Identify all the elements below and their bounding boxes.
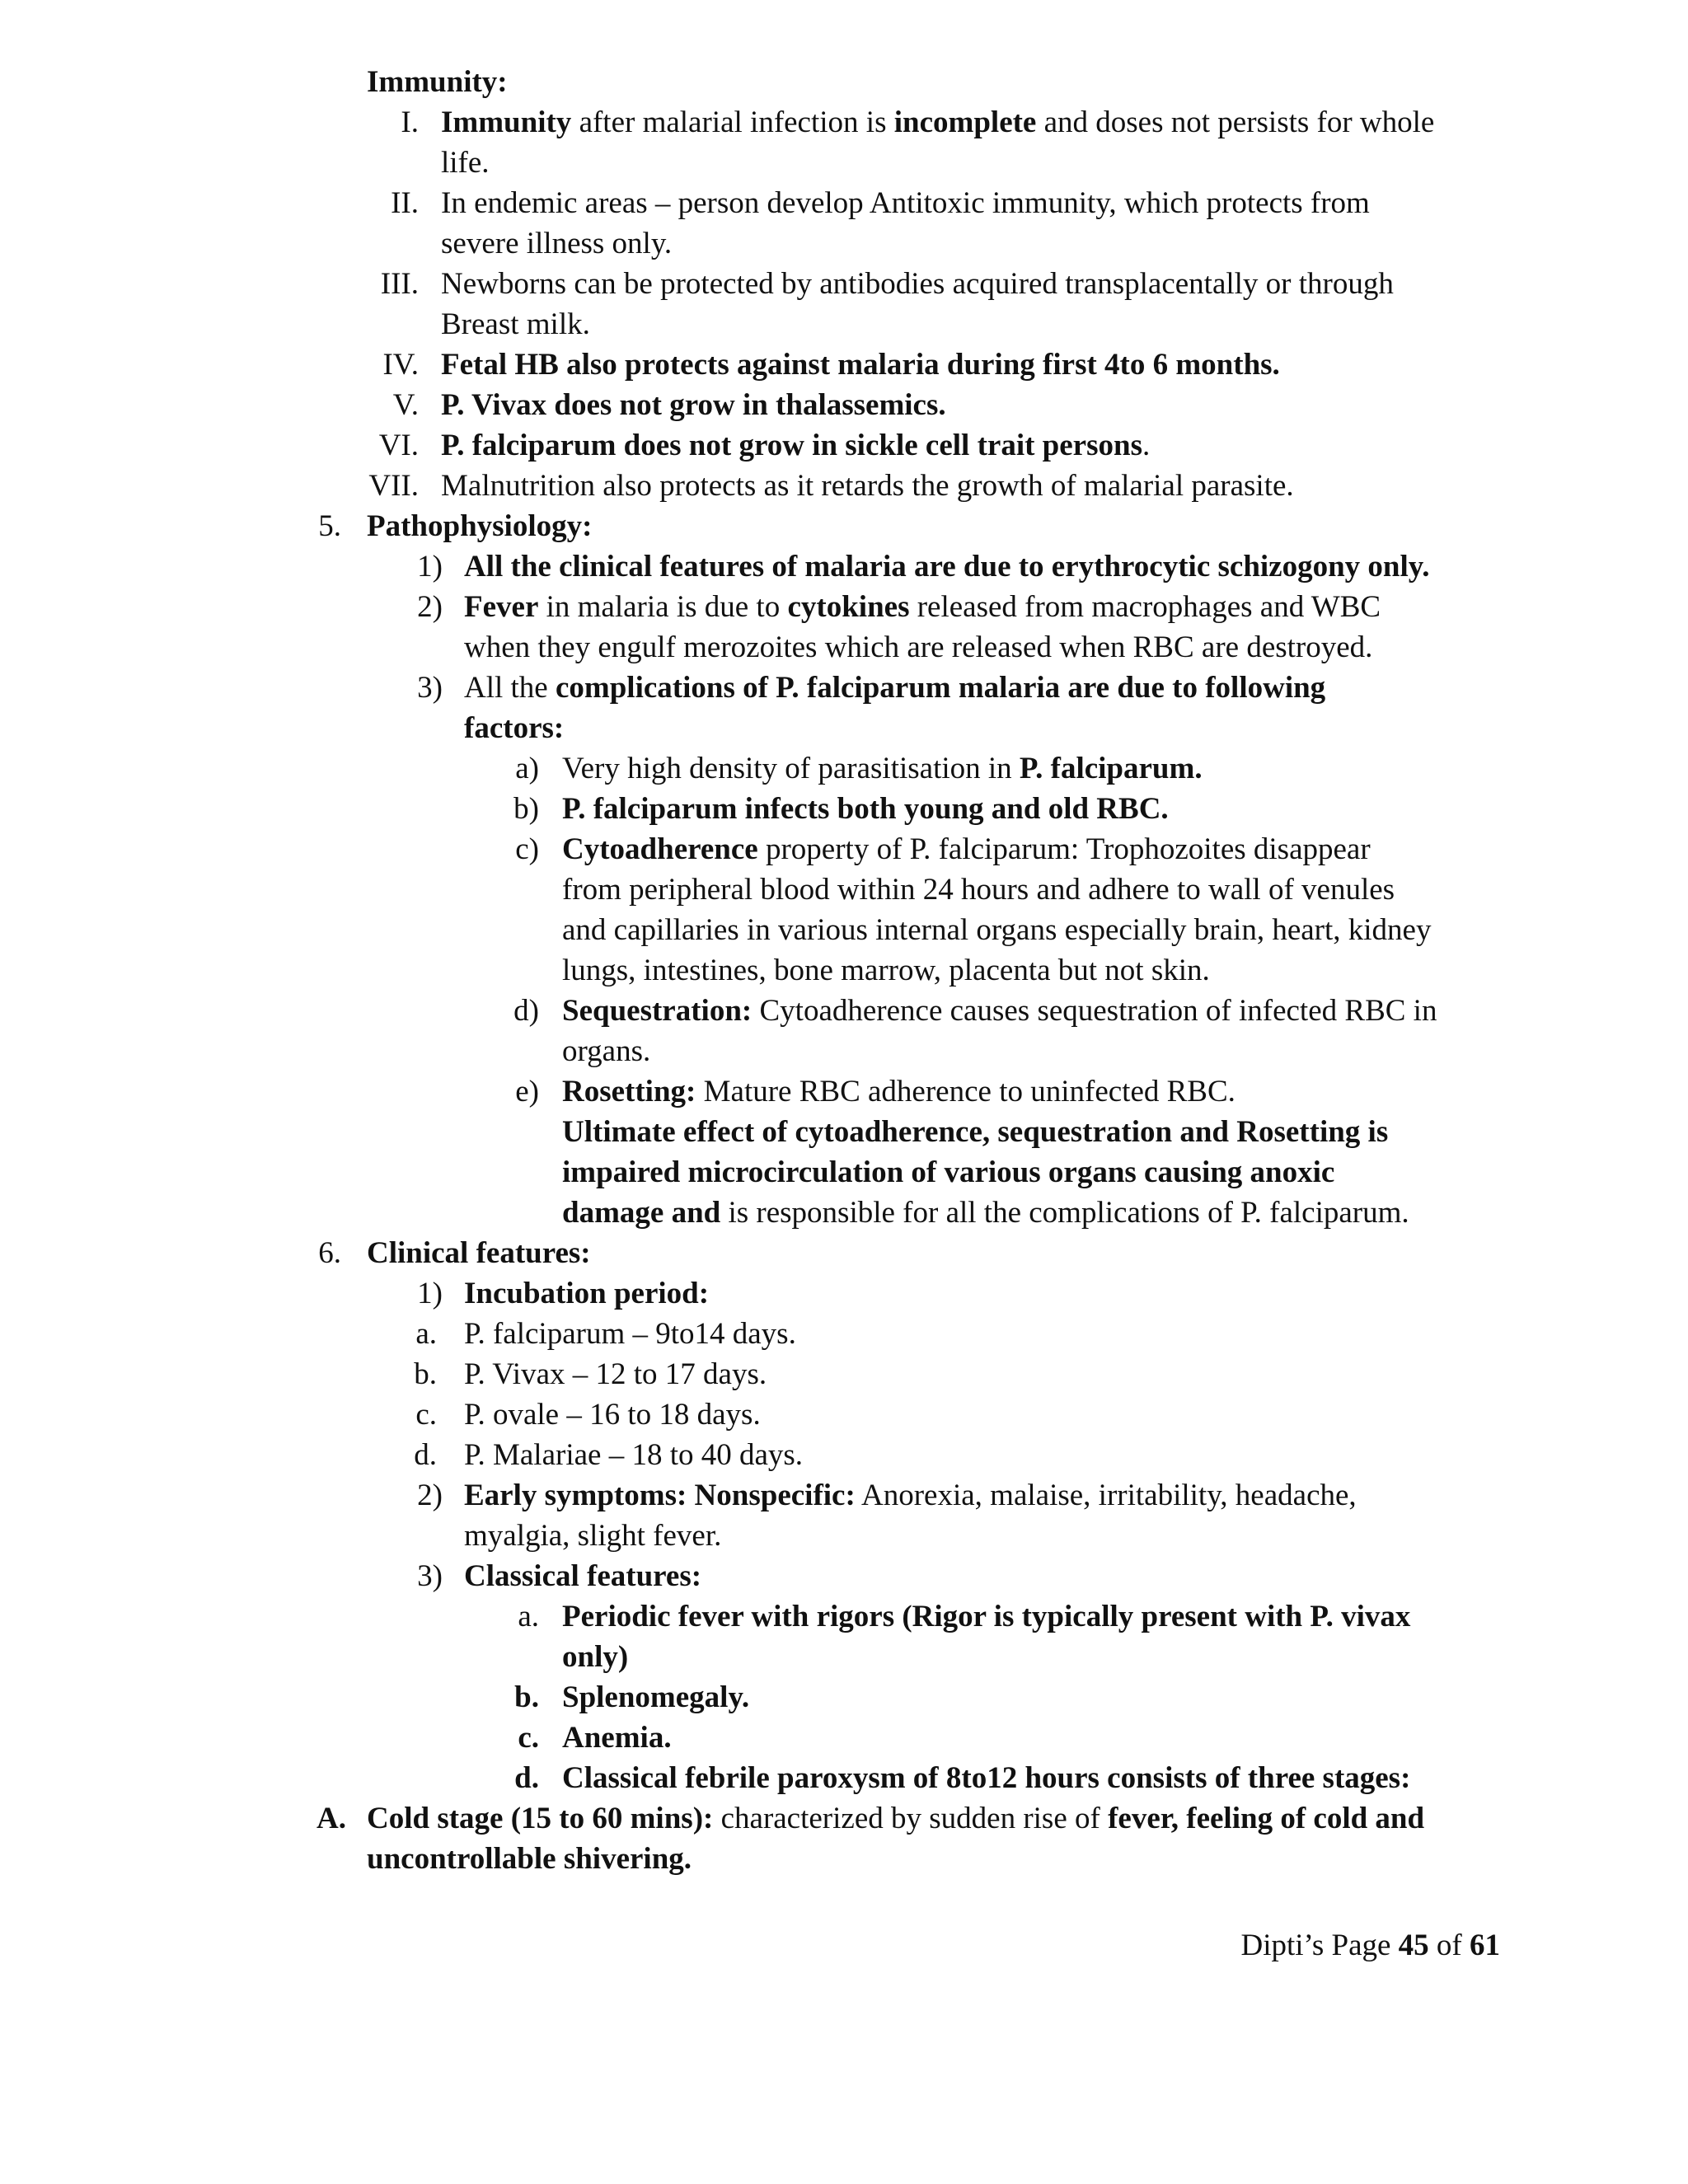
clinical-features-heading: Clinical features: bbox=[367, 1236, 591, 1270]
item-text-line: Early symptoms: Nonspecific: Anorexia, malaise, irritability, headache, bbox=[464, 1479, 1357, 1512]
list-label: IV. bbox=[382, 348, 419, 382]
classical-features-title: Classical features: bbox=[464, 1559, 702, 1593]
item-text-line: and capillaries in various internal organs especially brain, heart, kidney bbox=[562, 913, 1432, 947]
item-text-line: when they engulf merozoites which are released when RBC are destroyed. bbox=[464, 630, 1373, 664]
list-label: VI. bbox=[378, 429, 419, 462]
list-label: b) bbox=[513, 792, 539, 826]
list-label: a. bbox=[415, 1317, 437, 1351]
item-text-line: P. falciparum infects both young and old RBC. bbox=[562, 792, 1169, 826]
item-text-line: myalgia, slight fever. bbox=[464, 1519, 722, 1553]
list-label: 2) bbox=[417, 1479, 443, 1512]
list-label: d. bbox=[414, 1438, 437, 1472]
list-label: 2) bbox=[417, 590, 443, 624]
pathophysiology-heading: Pathophysiology: bbox=[367, 509, 593, 543]
item-text-line: Breast milk. bbox=[441, 307, 590, 341]
item-text-line: Cold stage (15 to 60 mins): characterized by sudden rise of fever, feeling of cold and bbox=[367, 1802, 1425, 1835]
list-label: 3) bbox=[417, 671, 443, 705]
item-text-line: from peripheral blood within 24 hours and adhere to wall of venules bbox=[562, 873, 1395, 907]
section-number: 5. bbox=[318, 509, 341, 543]
list-label: c. bbox=[415, 1398, 437, 1432]
list-label: c. bbox=[518, 1721, 539, 1755]
incubation-item: P. ovale – 16 to 18 days. bbox=[464, 1398, 761, 1432]
list-label: 1) bbox=[417, 1277, 443, 1310]
item-text-line: organs. bbox=[562, 1034, 651, 1068]
item-text-line: life. bbox=[441, 146, 490, 180]
list-label: A. bbox=[316, 1802, 346, 1835]
item-text-line: only) bbox=[562, 1640, 629, 1674]
item-text-line: severe illness only. bbox=[441, 227, 673, 260]
list-label: V. bbox=[392, 388, 419, 422]
item-text-line: Fetal HB also protects against malaria during first 4to 6 months. bbox=[441, 348, 1280, 382]
item-text-line: Cytoadherence property of P. falciparum: Trophozoites disappear bbox=[562, 832, 1371, 866]
item-text-line: impaired microcirculation of various organs causing anoxic bbox=[562, 1155, 1335, 1189]
item-text-line: lungs, intestines, bone marrow, placenta but not skin. bbox=[562, 954, 1210, 987]
list-label: II. bbox=[391, 186, 419, 220]
list-label: b. bbox=[514, 1680, 539, 1714]
item-text-line: In endemic areas – person develop Antitoxic immunity, which protects from bbox=[441, 186, 1370, 220]
list-label: 1) bbox=[417, 550, 443, 583]
item-text-line: Fever in malaria is due to cytokines released from macrophages and WBC bbox=[464, 590, 1381, 624]
item-text-line: Very high density of parasitisation in P. falciparum. bbox=[562, 752, 1203, 785]
item-text-line: factors: bbox=[464, 711, 565, 745]
list-label: c) bbox=[515, 832, 539, 866]
incubation-item: P. Vivax – 12 to 17 days. bbox=[464, 1357, 767, 1391]
list-label: a. bbox=[518, 1600, 539, 1633]
item-text-line: Splenomegaly. bbox=[562, 1680, 750, 1714]
item-text-line: uncontrollable shivering. bbox=[367, 1842, 692, 1876]
item-text-line: Ultimate effect of cytoadherence, sequestration and Rosetting is bbox=[562, 1115, 1389, 1149]
item-text-line: P. falciparum does not grow in sickle cell trait persons. bbox=[441, 429, 1151, 462]
incubation-item: P. Malariae – 18 to 40 days. bbox=[464, 1438, 804, 1472]
immunity-heading: Immunity: bbox=[367, 65, 508, 99]
incubation-title: Incubation period: bbox=[464, 1277, 710, 1310]
item-text-line: All the complications of P. falciparum malaria are due to following bbox=[464, 671, 1326, 705]
item-text-line: Immunity after malarial infection is incomplete and doses not persists for whole bbox=[441, 105, 1435, 139]
item-text-line: Sequestration: Cytoadherence causes sequestration of infected RBC in bbox=[562, 994, 1437, 1028]
list-label: 3) bbox=[417, 1559, 443, 1593]
section-number: 6. bbox=[318, 1236, 341, 1270]
list-label: I. bbox=[401, 105, 419, 139]
item-text-line: Malnutrition also protects as it retards the growth of malarial parasite. bbox=[441, 469, 1294, 503]
item-text-line: Rosetting: Mature RBC adherence to uninfected RBC. bbox=[562, 1075, 1236, 1108]
list-label: III. bbox=[380, 267, 419, 301]
incubation-item: P. falciparum – 9to14 days. bbox=[464, 1317, 796, 1351]
page-footer: Dipti’s Page 45 of 61 bbox=[1240, 1929, 1500, 1962]
list-label: b. bbox=[414, 1357, 437, 1391]
list-label: d) bbox=[513, 994, 539, 1028]
list-label: d. bbox=[514, 1761, 539, 1795]
item-text-line: Classical febrile paroxysm of 8to12 hours consists of three stages: bbox=[562, 1761, 1411, 1795]
item-text-line: Newborns can be protected by antibodies acquired transplacentally or through bbox=[441, 267, 1394, 301]
list-label: a) bbox=[515, 752, 539, 785]
item-text-line: damage and is responsible for all the complications of P. falciparum. bbox=[562, 1196, 1409, 1230]
list-label: e) bbox=[515, 1075, 539, 1108]
item-text-line: Anemia. bbox=[562, 1721, 672, 1755]
item-text-line: All the clinical features of malaria are due to erythrocytic schizogony only. bbox=[464, 550, 1430, 583]
item-text-line: P. Vivax does not grow in thalassemics. bbox=[441, 388, 946, 422]
item-text-line: Periodic fever with rigors (Rigor is typically present with P. vivax bbox=[562, 1600, 1411, 1633]
list-label: VII. bbox=[368, 469, 419, 503]
